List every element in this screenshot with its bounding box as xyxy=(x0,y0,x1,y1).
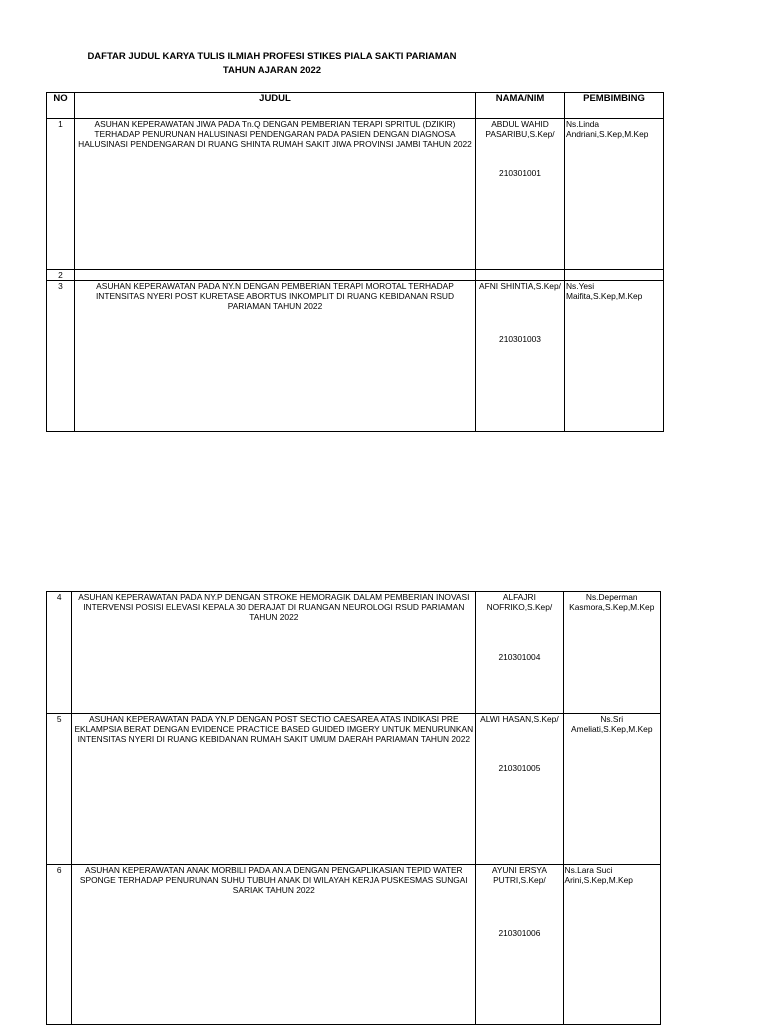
row-number: 3 xyxy=(47,281,75,432)
row-number: 1 xyxy=(47,119,75,270)
column-header-pembimbing: PEMBIMBING xyxy=(565,93,664,119)
table-row xyxy=(47,865,661,1025)
row-number: 2 xyxy=(47,270,75,281)
table-row xyxy=(47,270,664,281)
student-nim: 210301001 xyxy=(499,168,541,178)
document-subtitle: TAHUN AJARAN 2022 xyxy=(222,65,322,76)
row-supervisor: Ns.Linda Andriani,S.Kep,M.Kep xyxy=(565,119,664,270)
row-number: 6 xyxy=(47,865,72,1025)
row-student xyxy=(476,865,563,1025)
student-nim: 210301006 xyxy=(498,928,541,938)
row-student xyxy=(476,270,565,281)
table-row xyxy=(47,119,664,270)
student-name: ABDUL WAHID PASARIBU,S.Kep/ xyxy=(485,119,555,139)
table-row xyxy=(47,281,664,432)
row-title: ASUHAN KEPERAWATAN ANAK MORBILI PADA AN.A DENGAN PENGAPLIKASIAN TEPID WATER SPONGE TERHADAP PENURUNAN SUHU TUBUH ANAK DI WILAYAH KERJA PUSKESMAS SUNGAI SARIAK TAHUN 2022 xyxy=(72,865,476,1025)
student-nim: 210301005 xyxy=(498,763,541,773)
document-title: DAFTAR JUDUL KARYA TULIS ILMIAH PROFESI STIKES PIALA SAKTI PARIAMAN xyxy=(87,51,457,62)
row-supervisor: Ns.Yesi Maifita,S.Kep,M.Kep xyxy=(565,281,664,432)
thesis-table-page-1 xyxy=(46,92,664,432)
table-header-row xyxy=(47,93,664,119)
row-title: ASUHAN KEPERAWATAN PADA NY.P DENGAN STROKE HEMORAGIK DALAM PEMBERIAN INOVASI INTERVENSI POSISI ELEVASI KEPALA 30 DERAJAT DI RUANGAN NEUROLOGI RSUD PARIAMAN TAHUN 2022 xyxy=(72,592,476,714)
table-row xyxy=(47,714,661,865)
column-header-no: NO xyxy=(47,93,75,119)
column-header-judul: JUDUL xyxy=(75,93,476,119)
row-student xyxy=(476,714,563,865)
row-student xyxy=(476,281,565,432)
row-number: 5 xyxy=(47,714,72,865)
student-nim: 210301004 xyxy=(498,652,541,662)
table-row xyxy=(47,592,661,714)
row-supervisor: Ns.Deperman Kasmora,S.Kep,M.Kep xyxy=(563,592,660,714)
row-title: ASUHAN KEPERAWATAN JIWA PADA Tn.Q DENGAN PEMBERIAN TERAPI SPRITUL (DZIKIR) TERHADAP PENURUNAN HALUSINASI PENDENGARAN PADA PASIEN DENGAN DIAGNOSA HALUSINASI PENDENGARAN DI RUANG SHINTA RUMAH SAKIT JIWA PROVINSI JAMBI TAHUN 2022 xyxy=(75,119,476,270)
row-title: ASUHAN KEPERAWATAN PADA YN.P DENGAN POST SECTIO CAESAREA ATAS INDIKASI PRE EKLAMPSIA BERAT DENGAN EVIDENCE PRACTICE BASED GUIDED IMGERY UNTUK MENURUNKAN INTENSITAS NYERI DI RUANG KEBIDANAN RUMAH SAKIT UMUM DAERAH PARIAMAN TAHUN 2022 xyxy=(72,714,476,865)
row-number: 4 xyxy=(47,592,72,714)
row-title xyxy=(75,270,476,281)
row-student xyxy=(476,592,563,714)
student-name: ALWI HASAN,S.Kep/ xyxy=(480,714,559,724)
thesis-table-page-2 xyxy=(46,591,661,1025)
row-title: ASUHAN KEPERAWATAN PADA NY.N DENGAN PEMBERIAN TERAPI MOROTAL TERHADAP INTENSITAS NYERI POST KURETASE ABORTUS INKOMPLIT DI RUANG KEBIDANAN RSUD PARIAMAN TAHUN 2022 xyxy=(75,281,476,432)
student-name: AFNI SHINTIA,S.Kep/ xyxy=(479,281,561,291)
column-header-nama-nim: NAMA/NIM xyxy=(476,93,565,119)
student-name: ALFAJRI NOFRIKO,S.Kep/ xyxy=(486,592,553,612)
student-nim: 210301003 xyxy=(499,334,541,344)
row-student xyxy=(476,119,565,270)
row-supervisor: Ns.Lara Suci Arini,S.Kep,M.Kep xyxy=(563,865,660,1025)
row-supervisor: Ns.Sri Ameliati,S.Kep,M.Kep xyxy=(563,714,660,865)
row-supervisor xyxy=(565,270,664,281)
student-name: AYUNI ERSYA PUTRI,S.Kep/ xyxy=(491,865,547,885)
